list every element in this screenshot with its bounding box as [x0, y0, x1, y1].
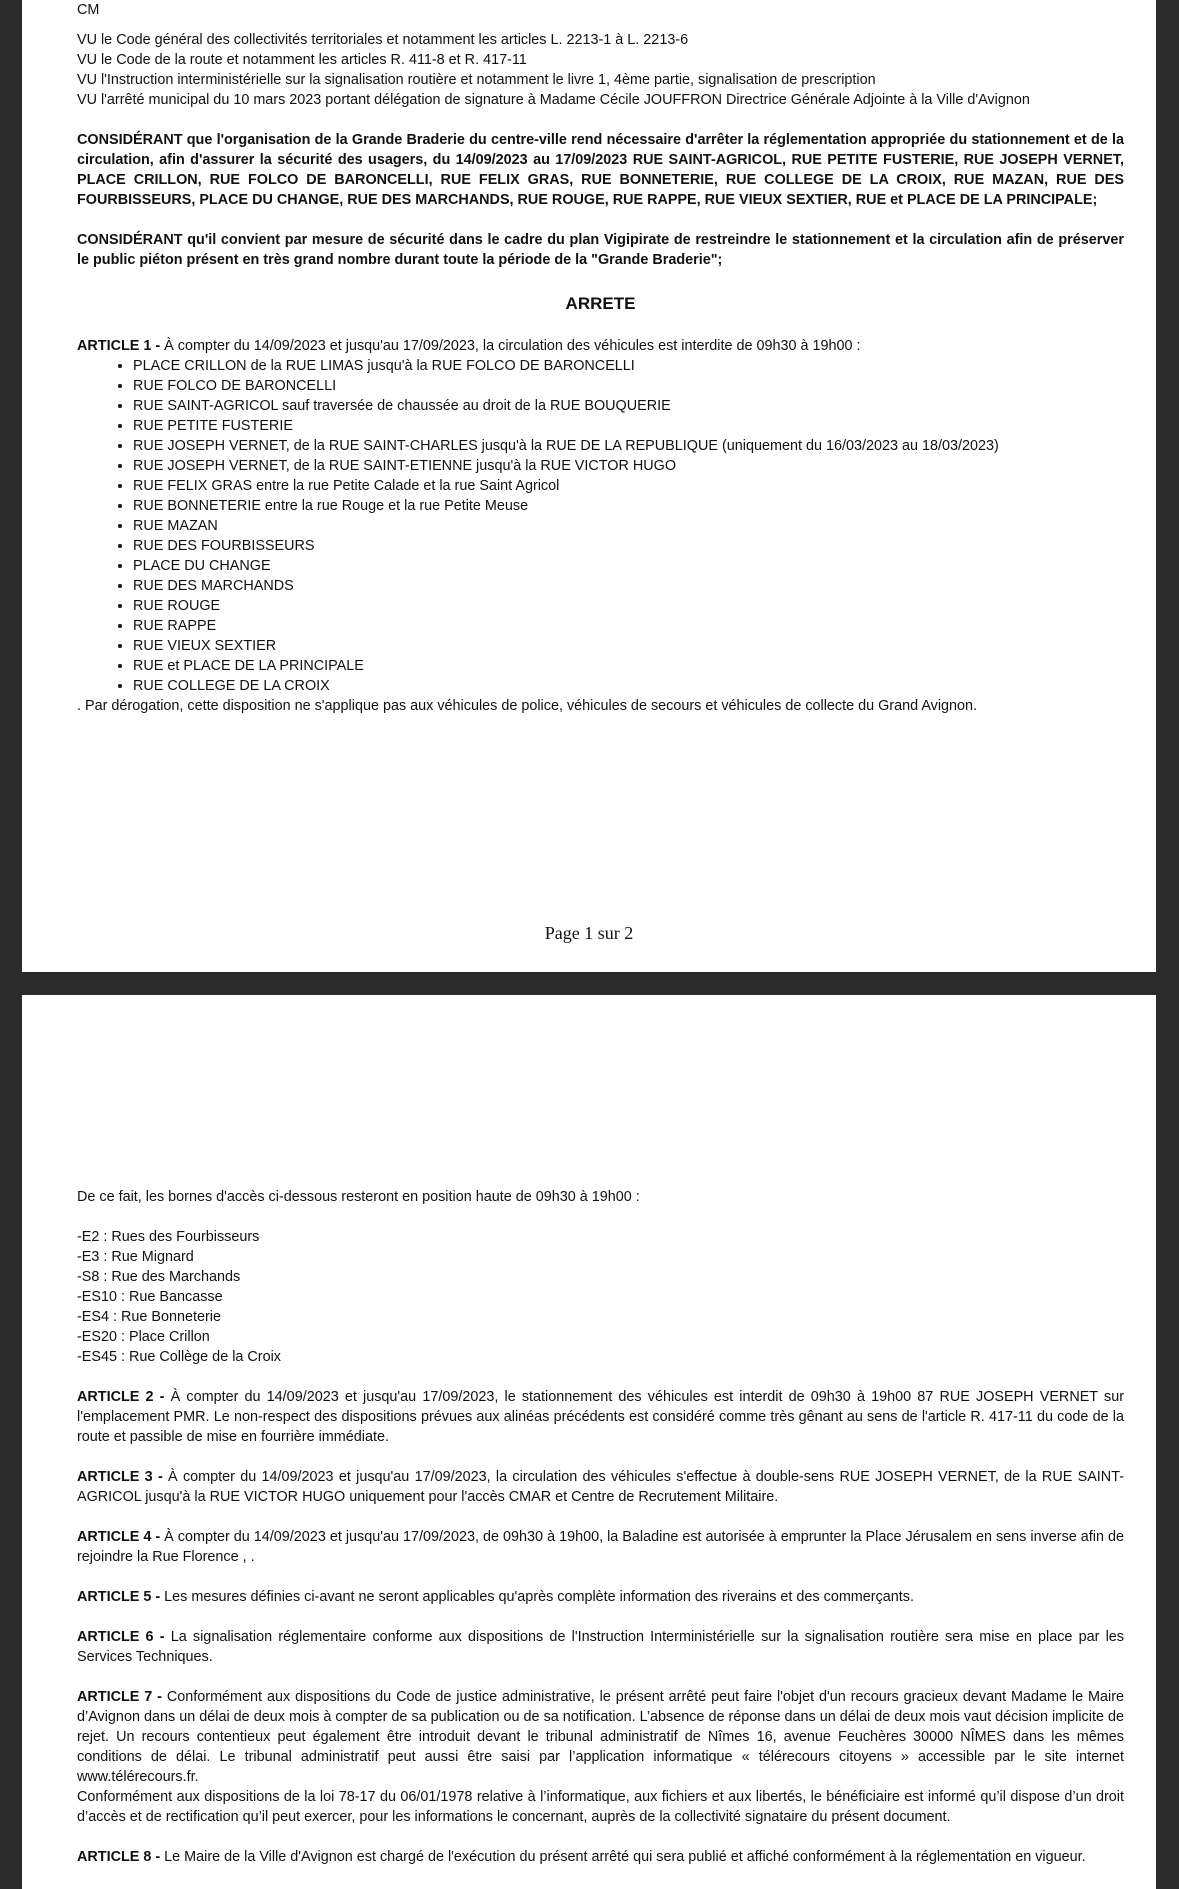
arrete-title: ARRETE: [565, 294, 636, 313]
street-item: • RUE PETITE FUSTERIE: [133, 416, 1124, 436]
vu-line: VU l'arrêté municipal du 10 mars 2023 portant délégation de signature à Madame Cécile JOUFFRON Directrice Générale Adjointe à la Ville d'Avignon: [77, 92, 1030, 108]
document-page-2: [22, 995, 1156, 1889]
street-item: • RUE COLLEGE DE LA CROIX: [133, 676, 1124, 696]
borne-item: -ES45 : Rue Collège de la Croix: [77, 1349, 281, 1365]
article-3-label: ARTICLE 3 -: [77, 1469, 163, 1485]
street-item: • RUE RAPPE: [133, 616, 1124, 636]
article-3-text: À compter du 14/09/2023 et jusqu'au 17/09/2023, la circulation des véhicules s'effectue à double-sens RUE JOSEPH VERNET, de la RUE SAINT-AGRICOL jusqu'à la RUE VICTOR HUGO uniquement pour l'accès CMAR et Centre de Recrutement Militaire.: [77, 1469, 1124, 1505]
street-item: • RUE FOLCO DE BARONCELLI: [133, 376, 1124, 396]
borne-item: -S8 : Rue des Marchands: [77, 1269, 241, 1285]
article-7: [77, 1687, 1124, 1787]
street-item: • RUE FELIX GRAS entre la rue Petite Calade et la rue Saint Agricol: [133, 476, 1124, 496]
street-item: • RUE JOSEPH VERNET, de la RUE SAINT-ETIENNE jusqu'à la RUE VICTOR HUGO: [133, 456, 1124, 476]
street-item: • RUE DES FOURBISSEURS: [133, 536, 1124, 556]
street-item: • RUE JOSEPH VERNET, de la RUE SAINT-CHARLES jusqu'à la RUE DE LA REPUBLIQUE (uniquement du 16/03/2023 au 18/03/2023): [133, 436, 1124, 456]
borne-item: -E2 : Rues des Fourbisseurs: [77, 1229, 260, 1245]
article-1-label: ARTICLE 1 -: [77, 338, 161, 354]
article-1-text: À compter du 14/09/2023 et jusqu'au 17/09/2023, la circulation des véhicules est interdite de 09h30 à 19h00 :: [160, 338, 861, 354]
street-item: • RUE BONNETERIE entre la rue Rouge et la rue Petite Meuse: [133, 496, 1124, 516]
borne-item: -E3 : Rue Mignard: [77, 1249, 194, 1265]
article-8-text: Le Maire de la Ville d'Avignon est chargé de l'exécution du présent arrêté qui sera publié et affiché conformément à la réglementation en vigueur.: [160, 1849, 1086, 1865]
borne-item: -ES4 : Rue Bonneterie: [77, 1309, 221, 1325]
street-item: • RUE MAZAN: [133, 516, 1124, 536]
article-6-label: ARTICLE 6 -: [77, 1629, 165, 1645]
street-item: • RUE et PLACE DE LA PRINCIPALE: [133, 656, 1124, 676]
borne-item: -ES20 : Place Crillon: [77, 1329, 210, 1345]
header-initials: CM: [77, 2, 100, 18]
article-5-text: Les mesures définies ci-avant ne seront applicables qu'après complète information des riverains et des commerçants.: [160, 1589, 914, 1605]
article-7-label: ARTICLE 7 -: [77, 1689, 162, 1705]
borne-item: -ES10 : Rue Bancasse: [77, 1289, 223, 1305]
vu-line: VU le Code général des collectivités territoriales et notamment les articles L. 2213-1 à L. 2213-6: [77, 32, 689, 48]
article-3: [77, 1467, 1124, 1507]
bornes-intro: De ce fait, les bornes d'accès ci-dessous resteront en position haute de 09h30 à 19h00 :: [77, 1189, 640, 1205]
street-item: • RUE VIEUX SEXTIER: [133, 636, 1124, 656]
article-4: [77, 1527, 1124, 1567]
article-4-label: ARTICLE 4 -: [77, 1529, 161, 1545]
page-2-content: [77, 1187, 1124, 1867]
street-item: • RUE DES MARCHANDS: [133, 576, 1124, 596]
considerant-organisation: CONSIDÉRANT que l'organisation de la Grande Braderie du centre-ville rend nécessaire d'arrêter la réglementation appropriée du stationnement et de la circulation, afin d'assurer la sécurité des usagers, du 14/09/2023 au 17/09/2023 RUE SAINT-AGRICOL, RUE PETITE FUSTERIE, RUE JOSEPH VERNET, PLACE CRILLON, RUE FOLCO DE BARONCELLI, RUE FELIX GRAS, RUE BONNETERIE, RUE COLLEGE DE LA CROIX, RUE MAZAN, RUE DES FOURBISSEURS, PLACE DU CHANGE, RUE DES MARCHANDS, RUE ROUGE, RUE RAPPE, RUE VIEUX SEXTIER, RUE et PLACE DE LA PRINCIPALE;: [77, 132, 1124, 208]
vu-line: VU le Code de la route et notamment les articles R. 411-8 et R. 417-11: [77, 52, 527, 68]
street-list: [77, 356, 1124, 696]
article-6-text: La signalisation réglementaire conforme aux dispositions de l'Instruction Interministérielle sur la signalisation routière sera mise en place par les Services Techniques.: [77, 1629, 1124, 1665]
page-number-footer: Page 1 sur 2: [544, 923, 634, 943]
document-page-1: [22, 0, 1156, 972]
derogation-note: . Par dérogation, cette disposition ne s'applique pas aux véhicules de police, véhicules de secours et véhicules de collecte du Grand Avignon.: [77, 698, 978, 714]
article-5: [77, 1587, 1124, 1607]
article-4-text: À compter du 14/09/2023 et jusqu'au 17/09/2023, de 09h30 à 19h00, la Baladine est autorisée à emprunter la Place Jérusalem en sens inverse afin de rejoindre la Rue Florence , .: [77, 1529, 1124, 1565]
article-8: [77, 1847, 1124, 1867]
considerant-vigipirate: CONSIDÉRANT qu'il convient par mesure de sécurité dans le cadre du plan Vigipirate de restreindre le stationnement et la circulation afin de préserver le public piéton présent en très grand nombre durant toute la période de la "Grande Braderie";: [77, 232, 1124, 268]
vu-line: VU l'Instruction interministérielle sur la signalisation routière et notamment le livre 1, 4ème partie, signalisation de prescription: [77, 72, 876, 88]
street-item: • RUE ROUGE: [133, 596, 1124, 616]
street-item: • PLACE DU CHANGE: [133, 556, 1124, 576]
article-2-label: ARTICLE 2 -: [77, 1389, 165, 1405]
article-2-text: À compter du 14/09/2023 et jusqu'au 17/09/2023, le stationnement des véhicules est interdit de 09h30 à 19h00 87 RUE JOSEPH VERNET sur l'emplacement PMR. Le non-respect des dispositions prévues aux alinéas précédents est considéré comme très gênant au sens de l'article R. 417-11 du code de la route et passible de mise en fourrière immédiate.: [77, 1389, 1124, 1445]
article-8-label: ARTICLE 8 -: [77, 1849, 161, 1865]
street-item: • RUE SAINT-AGRICOL sauf traversée de chaussée au droit de la RUE BOUQUERIE: [133, 396, 1124, 416]
article-1-intro: [77, 336, 1124, 356]
page-1-content: [77, 0, 1124, 716]
article-7-text: Conformément aux dispositions du Code de justice administrative, le présent arrêté peut faire l'objet d'un recours gracieux devant Madame le Maire d’Avignon dans un délai de deux mois à compter de sa publication ou de sa notification. L’absence de réponse dans un délai de deux mois vaut décision implicite de rejet. Un recours contentieux peut également être introduit devant le tribunal administratif de Nîmes 16, avenue Feuchères 30000 NÎMES dans les mêmes conditions de délai. Le tribunal administratif peut aussi être saisi par l’application informatique « télérecours citoyens » accessible par le site internet www.télérecours.fr.: [77, 1689, 1124, 1785]
article-5-label: ARTICLE 5 -: [77, 1589, 161, 1605]
article-6: [77, 1627, 1124, 1667]
bornes-list: [77, 1227, 1124, 1367]
article-2: [77, 1387, 1124, 1447]
article-7-privacy: Conformément aux dispositions de la loi 78-17 du 06/01/1978 relative à l’informatique, aux fichiers et aux libertés, le bénéficiaire est informé qu’il dispose d’un droit d’accès et de rectification qu’il peut exercer, pour les informations le concernant, auprès de la collectivité signataire du présent document.: [77, 1789, 1124, 1825]
street-item: • PLACE CRILLON de la RUE LIMAS jusqu'à la RUE FOLCO DE BARONCELLI: [133, 356, 1124, 376]
